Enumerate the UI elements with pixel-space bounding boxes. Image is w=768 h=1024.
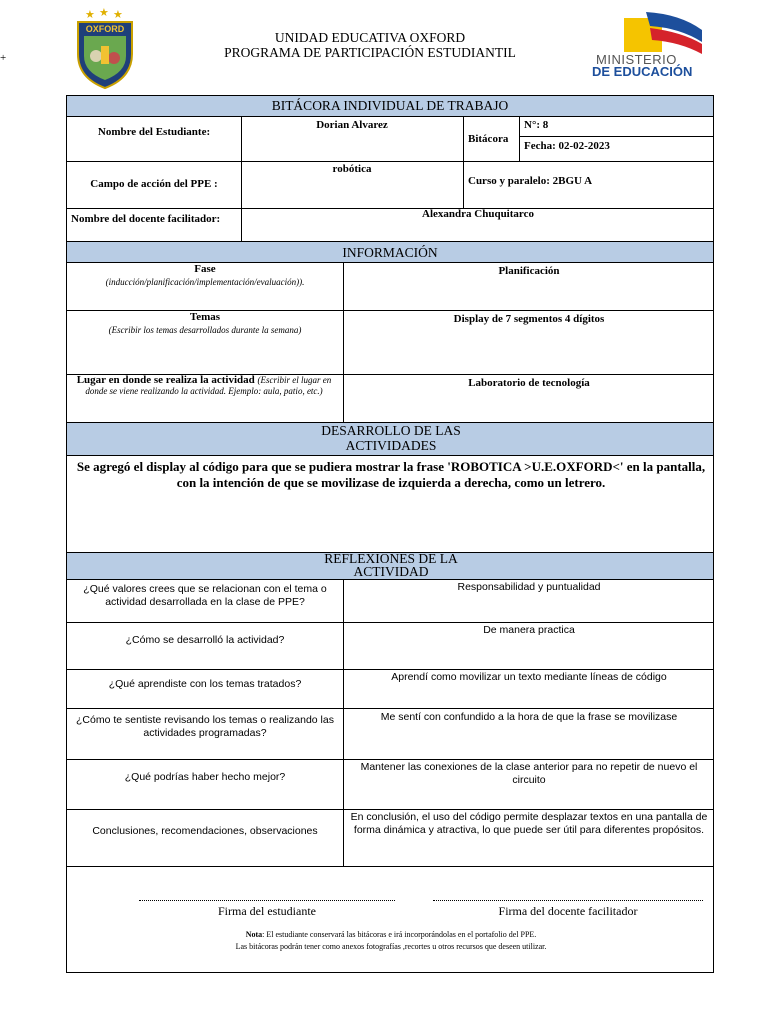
development-text: Se agregó el display al código para que se pudiera mostrar la frase 'ROBOTICA >U.E.OXFORD<' en la pantalla, con la intención de que se movilizase de izquierda a derecha, como un letrero. xyxy=(76,459,706,490)
reflection-question: ¿Qué aprendiste con los temas tratados? xyxy=(108,678,302,690)
phase-label: Fase xyxy=(194,263,216,275)
reflection-question: ¿Cómo te sentiste revisando los temas o realizando las actividades programadas? xyxy=(76,714,334,739)
svg-text:★: ★ xyxy=(99,7,109,19)
ministry-line2: DE EDUCACIÓN xyxy=(592,64,693,79)
place-label: Lugar en donde se realiza la actividad xyxy=(76,374,255,386)
note-line-2: Las bitácoras podrán tener como anexos fotografías ,recortes u otros recursos que deseen utilizar. xyxy=(235,942,547,951)
log-date: Fecha: 02-02-2023 xyxy=(524,140,610,152)
teacher-value: Alexandra Chuquitarco xyxy=(422,208,534,220)
course-value: Curso y paralelo: 2BGU A xyxy=(468,175,593,187)
teacher-label: Nombre del docente facilitador: xyxy=(71,213,221,225)
reflection-answer: Responsabilidad y puntualidad xyxy=(457,581,601,593)
program-name: PROGRAMA DE PARTICIPACIÓN ESTUDIANTIL xyxy=(224,45,516,60)
teacher-signature-line xyxy=(433,900,703,901)
place-value: Laboratorio de tecnología xyxy=(468,377,590,389)
reflections-title-2: ACTIVIDAD xyxy=(353,564,429,579)
log-table xyxy=(66,95,714,973)
reflection-answer: Me sentí con confundido a la hora de que la frase se movilizase xyxy=(380,711,678,723)
student-value: Dorian Alvarez xyxy=(316,119,388,131)
teacher-signature-label: Firma del docente facilitador xyxy=(498,904,638,918)
reflection-question: ¿Qué valores crees que se relacionan con el tema o actividad desarrollada en la clase de PPE? xyxy=(83,583,327,608)
phase-hint: (inducción/planificación/implementación/evaluación)). xyxy=(105,277,305,287)
log-number: N°: 8 xyxy=(524,119,549,131)
field-value: robótica xyxy=(332,163,372,175)
svg-text:★: ★ xyxy=(113,9,123,21)
topics-hint: (Escribir los temas desarrollados durante la semana) xyxy=(108,325,302,335)
development-title-2: ACTIVIDADES xyxy=(345,438,437,453)
reflection-question: ¿Qué podrías haber hecho mejor? xyxy=(124,771,286,783)
reflection-answer: En conclusión, el uso del código permite desplazar textos en una pantalla de forma dinámica y atractiva, lo que puede ser útil para diferentes propósitos. xyxy=(350,811,708,836)
place-cell xyxy=(71,375,337,397)
form-title: BITÁCORA INDIVIDUAL DE TRABAJO xyxy=(271,98,509,113)
corner-mark: + xyxy=(0,52,7,64)
student-label: Nombre del Estudiante: xyxy=(97,126,211,138)
school-logo-text: OXFORD xyxy=(85,24,125,34)
field-label: Campo de acción del PPE : xyxy=(90,178,218,190)
reflection-answer: De manera practica xyxy=(483,624,575,636)
student-signature-label: Firma del estudiante xyxy=(218,904,316,918)
reflection-answer: Aprendí como movilizar un texto mediante líneas de código xyxy=(391,671,667,683)
note-text-1: : El estudiante conservará las bitácoras e irá incorporándolas en el portafolio del PPE. xyxy=(262,930,537,939)
note-line-1 xyxy=(67,930,715,939)
reflection-answer: Mantener las conexiones de la clase anterior para no repetir de nuevo el circuito xyxy=(360,761,698,786)
topics-label: Temas xyxy=(189,311,221,323)
development-title-1: DESARROLLO DE LAS xyxy=(321,423,461,438)
reflections-title-1: REFLEXIONES DE LA xyxy=(324,551,458,566)
topics-value: Display de 7 segmentos 4 dígitos xyxy=(453,313,605,325)
reflection-question: Conclusiones, recomendaciones, observaciones xyxy=(92,825,318,837)
reflection-question: ¿Cómo se desarrolló la actividad? xyxy=(125,634,285,646)
place-hint: (Escribir el lugar en donde se viene realizando la actividad. Ejemplo: aula, patio, etc.) xyxy=(85,375,332,396)
svg-text:★: ★ xyxy=(85,9,95,21)
student-signature-line xyxy=(139,900,395,901)
school-name: UNIDAD EDUCATIVA OXFORD xyxy=(274,30,466,45)
school-logo xyxy=(74,6,136,90)
ministry-logo xyxy=(590,12,730,82)
ministry-line1: MINISTERIO xyxy=(596,52,677,67)
phase-value: Planificación xyxy=(498,265,560,277)
bitacora-label: Bitácora xyxy=(468,133,509,145)
info-title: INFORMACIÓN xyxy=(342,245,438,260)
note-label: Nota xyxy=(245,930,263,939)
